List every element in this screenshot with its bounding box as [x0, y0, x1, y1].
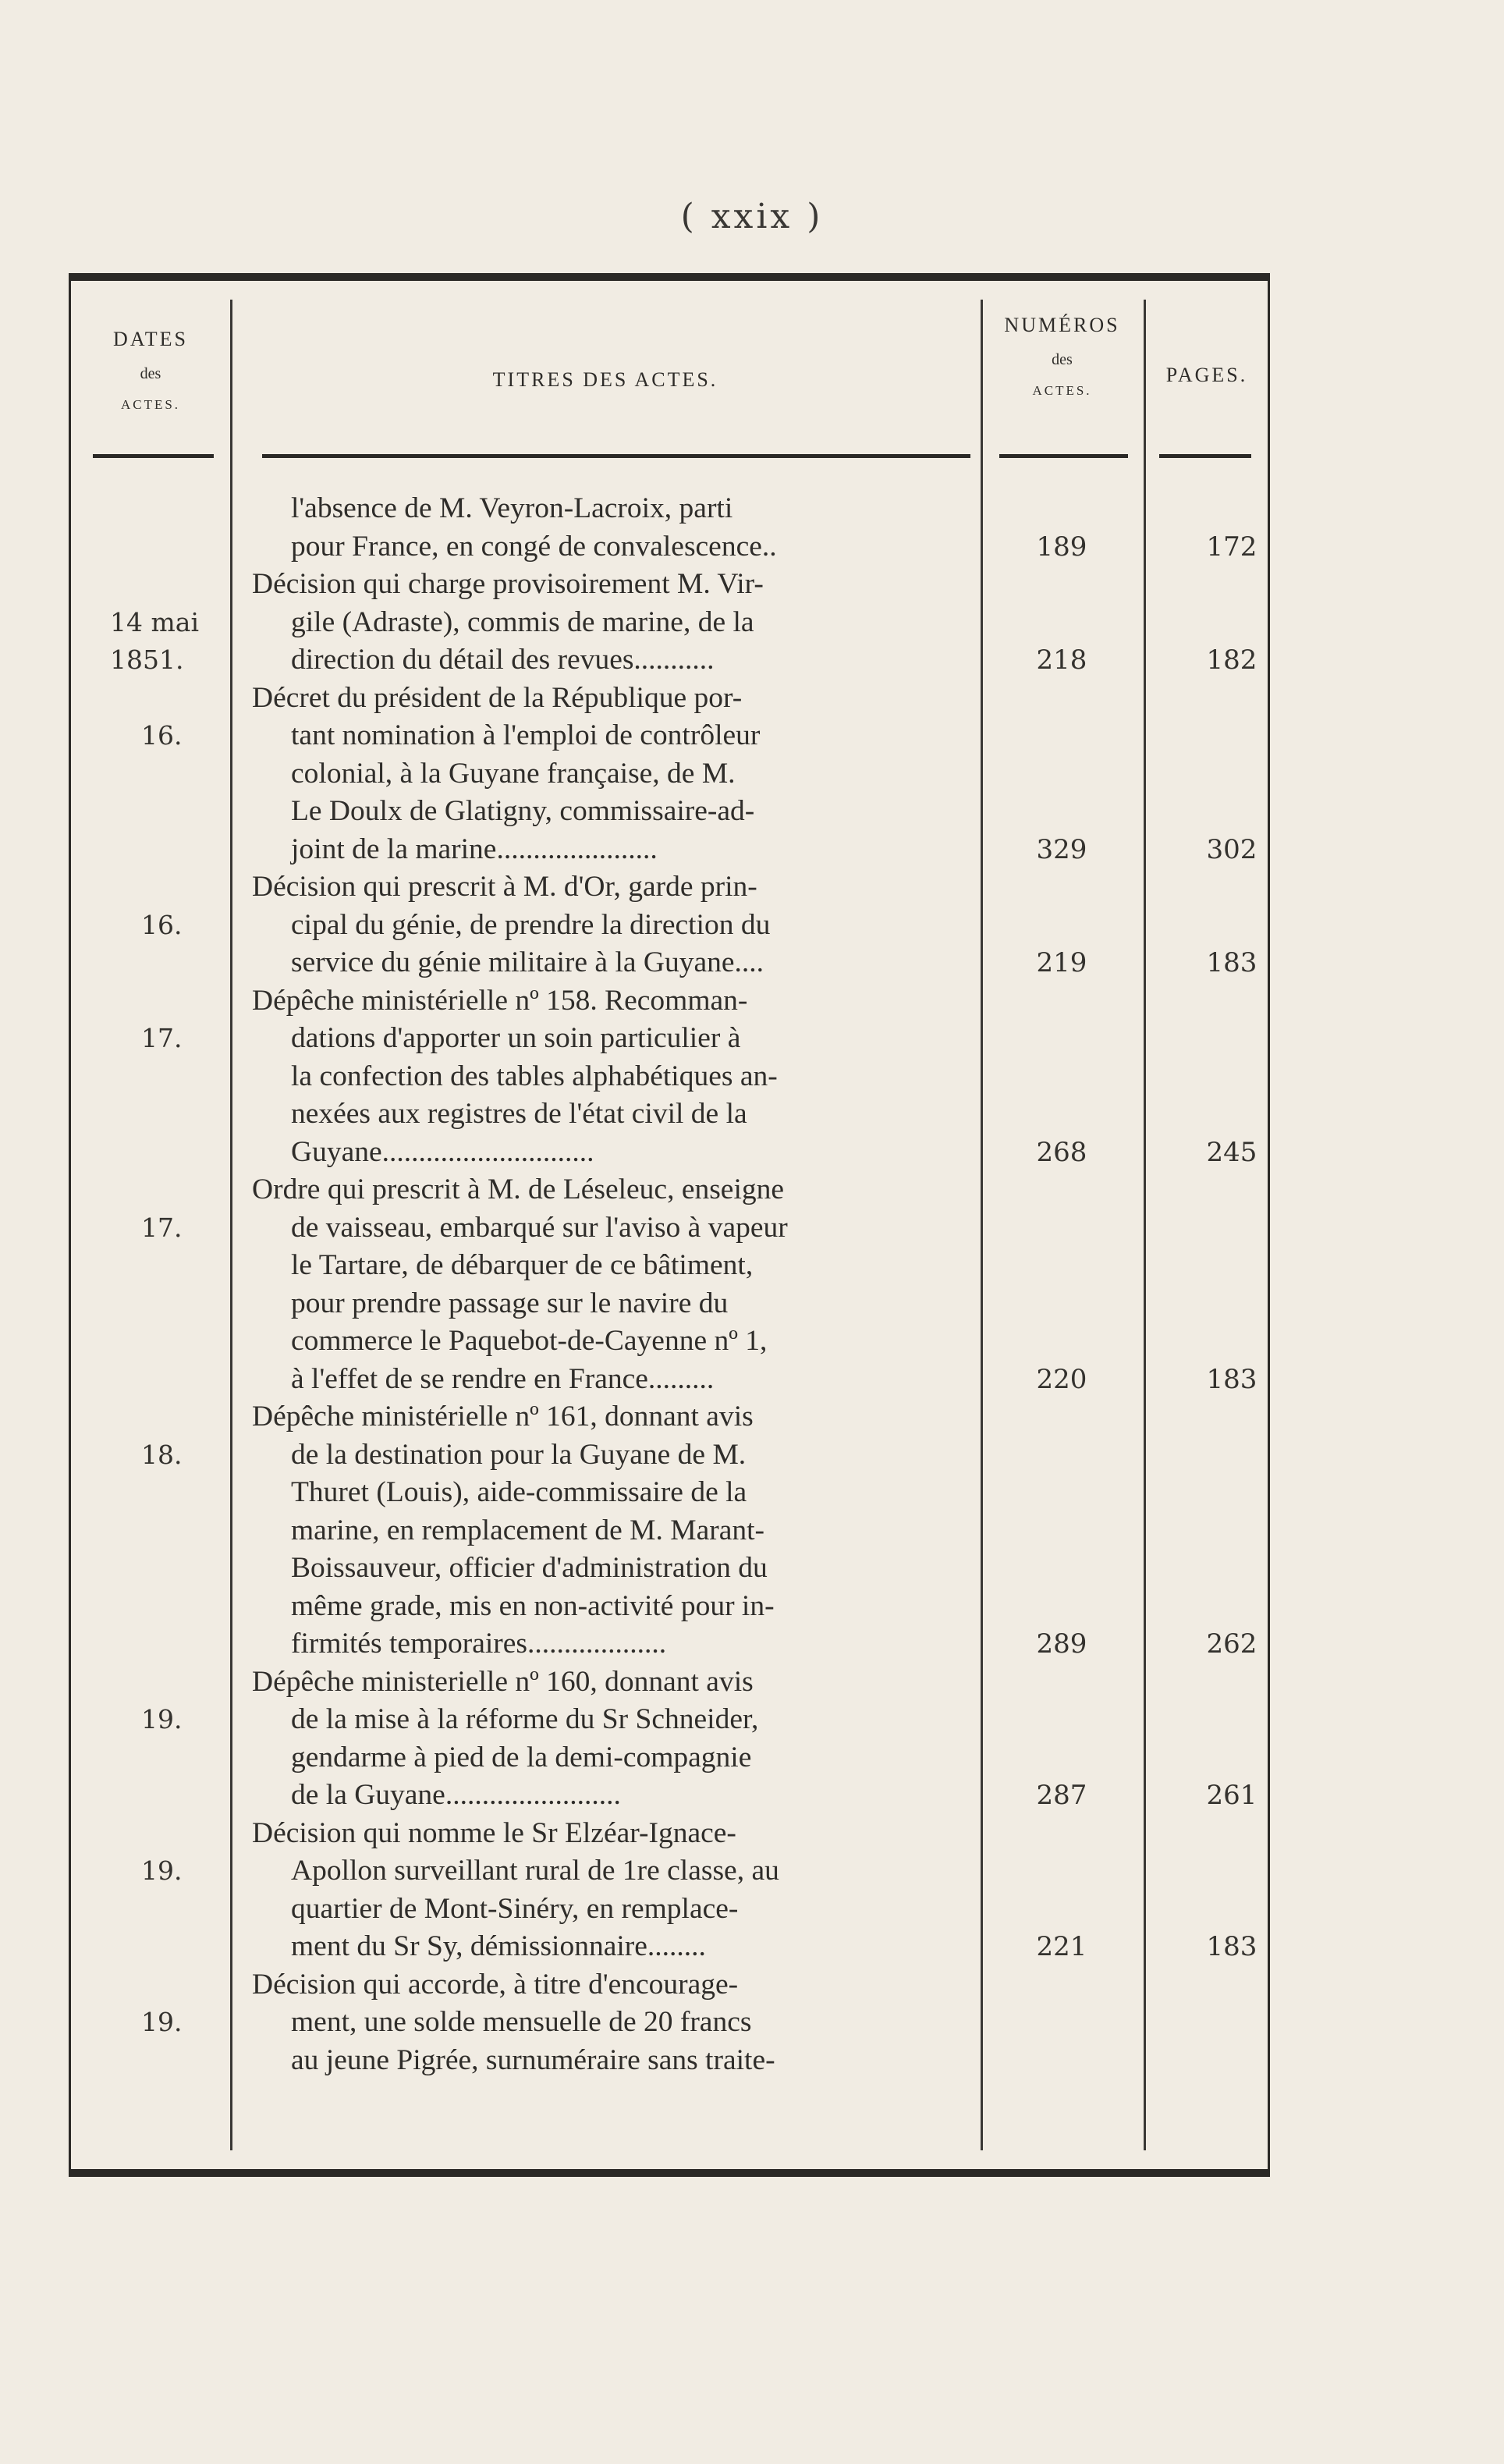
column-divider	[1144, 300, 1146, 2150]
entry-page: 183	[1206, 1931, 1257, 1962]
entry-page: 245	[1206, 1136, 1257, 1168]
entry-title-line: Dépêche ministerielle nº 160, donnant avis	[252, 1665, 754, 1698]
entry-title	[252, 1815, 975, 1966]
entry-number: 221	[1036, 1931, 1087, 1962]
header-rule	[262, 454, 970, 458]
entry-title-line: dations d'apporter un soin particulier à	[291, 1022, 741, 1054]
entry-title-line: gile (Adraste), commis de marine, de la	[291, 605, 754, 638]
entry-title-line: Décision qui nomme le Sr Elzéar-Ignace-	[252, 1816, 736, 1849]
entry-date-line: 1851.	[110, 644, 184, 675]
header-dates-line2: des	[140, 365, 161, 382]
entry-title-line: pour France, en congé de convalescence..	[291, 530, 777, 563]
header-rule	[1159, 454, 1251, 458]
entry-title	[252, 1663, 975, 1815]
entry-title-line: Guyane.............................	[291, 1135, 594, 1168]
entry-date-line: 19.	[141, 2007, 183, 2037]
entry-title-line: Ordre qui prescrit à M. de Léseleuc, enseigne	[252, 1173, 785, 1205]
entry-date-line: 14 mai	[110, 606, 200, 637]
entry-title-line: Décision qui charge provisoirement M. Vir-	[252, 568, 764, 600]
entry-date-line: 17.	[141, 1023, 183, 1053]
entry-page: 172	[1206, 531, 1257, 563]
column-divider	[981, 300, 983, 2150]
entry-title-line: pour prendre passage sur le navire du	[291, 1287, 729, 1319]
entry-title-line: Boissauveur, officier d'administration du	[291, 1552, 768, 1584]
page-number: ( xxix )	[680, 197, 824, 236]
entry-title-line: ment, une solde mensuelle de 20 francs	[291, 2006, 752, 2038]
entry-title-line: Dépêche ministérielle nº 158. Recomman-	[252, 984, 748, 1017]
entry-title-line: le Tartare, de débarquer de ce bâtiment,	[291, 1249, 754, 1281]
header-numeros-line1: NUMÉROS	[1004, 314, 1120, 336]
entry-title-line: de la destination pour la Guyane de M.	[291, 1438, 747, 1471]
entry-title-line: service du génie militaire à la Guyane....	[291, 946, 764, 978]
entry-title-line: même grade, mis en non-activité pour in-	[291, 1589, 775, 1622]
entry-title-line: Apollon surveillant rural de 1re classe, au	[291, 1855, 779, 1887]
header-titres-label: TITRES DES ACTES.	[492, 368, 718, 391]
entry-title-line: quartier de Mont-Sinéry, en remplace-	[291, 1892, 739, 1925]
entry-title-line: gendarme à pied de la demi-compagnie	[291, 1741, 752, 1773]
entry-page: 262	[1206, 1628, 1257, 1660]
entry-number: 329	[1036, 833, 1087, 865]
entry-title-line: Dépêche ministérielle nº 161, donnant avis	[252, 1401, 754, 1433]
entry-title	[252, 1966, 975, 2080]
entry-date-line: 19.	[141, 1855, 183, 1886]
entry-title-line: colonial, à la Guyane française, de M.	[291, 757, 736, 790]
entry-number: 268	[1036, 1136, 1087, 1168]
entry-page: 183	[1206, 1363, 1257, 1395]
header-rule	[999, 454, 1128, 458]
entry-page: 182	[1206, 644, 1257, 676]
header-rule	[93, 454, 214, 458]
entry-title-line: au jeune Pigrée, surnuméraire sans traite-	[291, 2043, 775, 2076]
entry-title	[252, 680, 975, 869]
entry-date-line: 19.	[141, 1704, 183, 1734]
table-frame	[69, 273, 1270, 2177]
entry-title-line: firmités temporaires...................	[291, 1628, 667, 1660]
entry-page: 183	[1206, 947, 1257, 978]
entry-title	[252, 982, 975, 1172]
header-dates	[71, 328, 230, 413]
entry-title-line: cipal du génie, de prendre la direction du	[291, 908, 771, 941]
entry-title-line: de vaisseau, embarqué sur l'aviso à vapeur	[291, 1211, 788, 1244]
entry-title-line: la confection des tables alphabétiques an-	[291, 1060, 778, 1092]
header-pages-label: PAGES.	[1165, 364, 1248, 386]
entry-title-line: Thuret (Louis), aide-commissaire de la	[291, 1476, 747, 1508]
header-dates-line1: DATES	[113, 328, 188, 350]
header-pages	[1144, 364, 1270, 387]
entry-page: 302	[1206, 833, 1257, 865]
entry-title-line: ment du Sr Sy, démissionnaire........	[291, 1930, 706, 1962]
entry-number: 289	[1036, 1628, 1087, 1660]
entry-title-line: de la mise à la réforme du Sr Schneider,	[291, 1703, 759, 1735]
header-numeros-line2: des	[1052, 351, 1073, 368]
entry-date-line: 16.	[141, 909, 183, 940]
entry-number: 219	[1036, 947, 1087, 978]
entry-title	[252, 1171, 975, 1398]
header-numeros	[981, 314, 1144, 399]
entry-title-line: Décision qui accorde, à titre d'encourage-	[252, 1968, 739, 2001]
entry-title-line: nexées aux registres de l'état civil de la	[291, 1098, 747, 1130]
entry-number: 220	[1036, 1363, 1087, 1395]
entry-title-line: Décision qui prescrit à M. d'Or, garde prin-	[252, 871, 757, 903]
entry-title-line: à l'effet de se rendre en France.........	[291, 1362, 715, 1395]
entry-date-line: 16.	[141, 720, 183, 751]
entry-title-line: joint de la marine......................	[291, 833, 658, 865]
entry-number: 189	[1036, 531, 1087, 563]
entry-number: 287	[1036, 1780, 1087, 1811]
entry-title	[252, 566, 975, 680]
entry-title-line: commerce le Paquebot-de-Cayenne nº 1,	[291, 1325, 768, 1357]
entry-title-line: Décret du président de la République por-	[252, 681, 743, 714]
entry-title	[252, 868, 975, 982]
entry-date-line: 17.	[141, 1212, 183, 1243]
entry-title-line: l'absence de M. Veyron-Lacroix, parti	[291, 492, 733, 524]
entry-page: 261	[1206, 1780, 1257, 1811]
entry-title-line: Le Doulx de Glatigny, commissaire-ad-	[291, 795, 755, 827]
entry-title-line: tant nomination à l'emploi de contrôleur	[291, 719, 761, 751]
entry-title-line: direction du détail des revues...........	[291, 644, 715, 676]
header-titres	[230, 368, 981, 392]
entry-title	[252, 490, 975, 566]
entry-number: 218	[1036, 644, 1087, 676]
header-numeros-line3: ACTES.	[1032, 383, 1092, 398]
entry-title-line: de la Guyane........................	[291, 1779, 621, 1811]
header-dates-line3: ACTES.	[120, 397, 181, 412]
entry-title-line: marine, en remplacement de M. Marant-	[291, 1514, 765, 1546]
entry-title	[252, 1398, 975, 1663]
entry-date-line: 18.	[141, 1439, 183, 1470]
